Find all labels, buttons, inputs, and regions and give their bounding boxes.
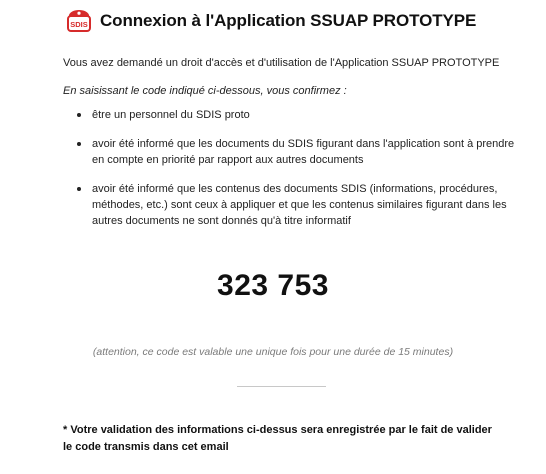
logo-text: SDIS [70,20,88,29]
confirmation-list [60,107,520,242]
footer-note: * Votre validation des informations ci-dessus sera enregistrée par le fait de valider le code transmis dans cet email [63,424,492,453]
code-validity-note: (attention, ce code est valable une unique fois pour une durée de 15 minutes) [92,346,454,358]
list-item [60,136,520,168]
intro-text: Vous avez demandé un droit d'accès et d'utilisation de l'Application SSUAP PROTOTYPE [63,57,500,69]
bullet-icon [77,142,81,146]
list-item [60,181,520,229]
bullet-icon [77,113,81,117]
list-item-text: avoir été informé que les documents du SDIS figurant dans l'application sont à prendre en compte en priorité par rapport aux autres documents [92,138,515,166]
sdis-logo-icon [66,9,92,33]
email-header [66,9,476,33]
list-item-text: avoir été informé que les contenus des documents SDIS (informations, procédures, méthodes, etc.) sont ceux à appliquer et que les contenus similaires figurant dans les autres documents ne sont donnés qu'à titre informatif [92,183,507,227]
verification-code: 323 753 [217,269,329,302]
divider [237,386,326,387]
list-item-text: être un personnel du SDIS proto [92,109,250,121]
bullet-icon [77,187,81,191]
confirmation-lead: En saisissant le code indiqué ci-dessous, vous confirmez : [63,85,347,97]
list-item [60,107,520,123]
page-title: Connexion à l'Application SSUAP PROTOTYPE [100,11,477,30]
